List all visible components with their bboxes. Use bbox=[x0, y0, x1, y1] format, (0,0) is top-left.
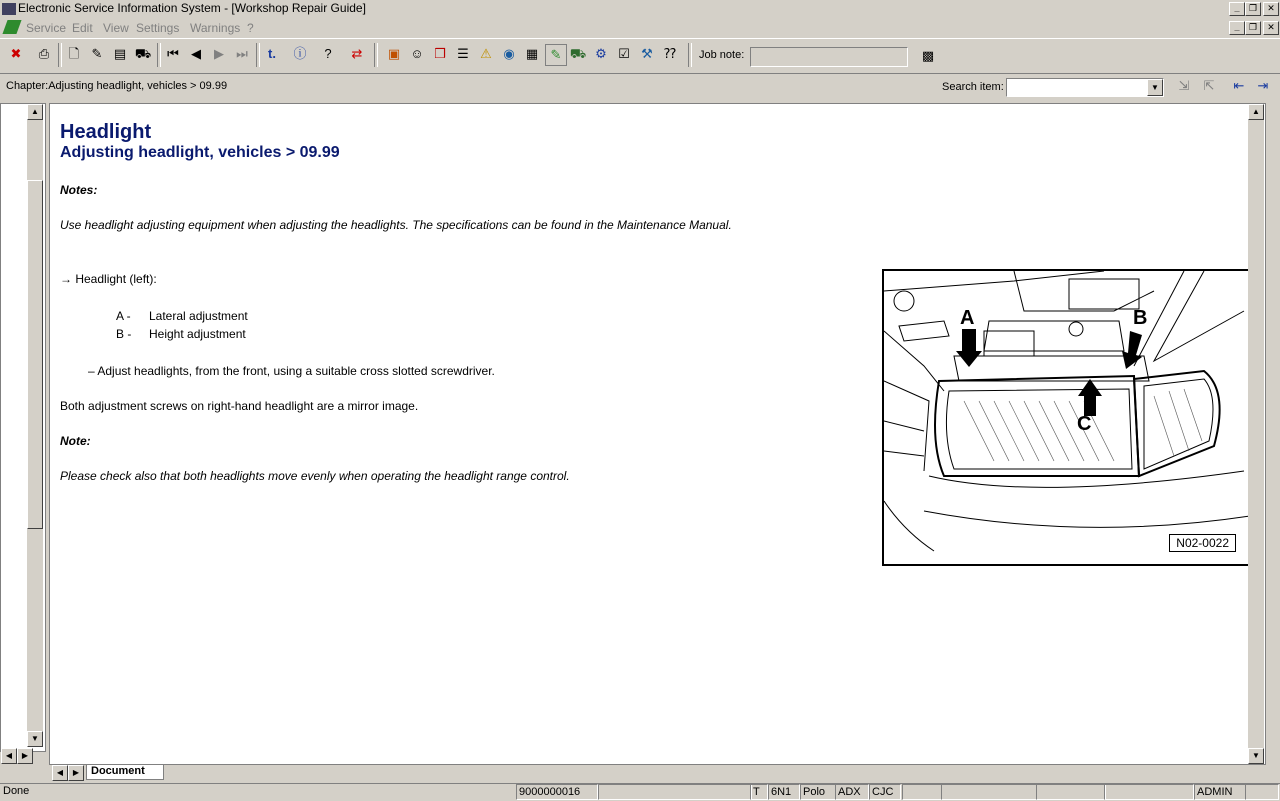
app-icon bbox=[2, 3, 16, 15]
toolbar-separator bbox=[688, 43, 692, 67]
item-a-text: Lateral adjustment bbox=[149, 309, 248, 323]
job-note-label: Job note: bbox=[699, 49, 745, 61]
search-combobox[interactable] bbox=[1006, 78, 1164, 97]
headlight-drawing bbox=[884, 271, 1250, 564]
tab-document[interactable]: Document bbox=[86, 765, 164, 780]
menu-help[interactable]: ? bbox=[247, 21, 254, 35]
nav-scrollbar[interactable] bbox=[27, 104, 43, 747]
page-title: Headlight bbox=[60, 121, 152, 143]
chevron-down-icon[interactable]: ▼ bbox=[1147, 79, 1163, 96]
scroll-down-icon[interactable]: ▼ bbox=[27, 731, 43, 747]
nav-scroll-left-icon[interactable]: ◀ bbox=[1, 748, 17, 764]
book-icon[interactable]: ❒ bbox=[434, 46, 446, 61]
status-text: Done bbox=[3, 785, 30, 797]
menu-bar bbox=[0, 18, 1280, 38]
note-text: Please check also that both headlights move evenly when operating the headlight range control. bbox=[60, 469, 570, 483]
figure-code: N02-0022 bbox=[1169, 534, 1236, 552]
service-active-icon[interactable]: ✎ bbox=[545, 44, 567, 66]
toolbar bbox=[0, 38, 1280, 74]
title-bar bbox=[0, 0, 1280, 18]
figure-label-a: A bbox=[960, 307, 975, 329]
info-icon[interactable]: ⓘ bbox=[293, 46, 307, 61]
previous-page-icon[interactable]: ◀ bbox=[191, 46, 201, 61]
headlight-left-link[interactable]: → Headlight (left): bbox=[60, 272, 157, 286]
help-icon[interactable]: ? bbox=[324, 46, 332, 61]
exit-icon[interactable]: ✖ bbox=[10, 46, 22, 61]
tab-scroll-right-icon[interactable]: ▶ bbox=[68, 765, 84, 781]
job-note-edit-icon[interactable]: ▩ bbox=[921, 48, 935, 63]
status-cell-type: T bbox=[750, 784, 768, 800]
step-text: – Adjust headlights, from the front, using a suitable cross slotted screwdriver. bbox=[88, 364, 495, 378]
doc-scroll-up-icon[interactable]: ▲ bbox=[1248, 104, 1264, 120]
item-b-text: Height adjustment bbox=[149, 327, 246, 341]
nav-scroll-right-icon[interactable]: ▶ bbox=[17, 748, 33, 764]
globe-icon[interactable]: ◉ bbox=[503, 46, 515, 61]
status-empty-cell bbox=[1245, 784, 1279, 800]
document-view bbox=[49, 103, 1266, 765]
status-empty-cell bbox=[1036, 784, 1106, 800]
status-user: ADMIN bbox=[1194, 784, 1246, 800]
page-subtitle: Adjusting headlight, vehicles > 09.99 bbox=[60, 144, 340, 161]
context-help-icon[interactable]: ⁇ bbox=[664, 46, 676, 61]
notes-heading: Notes: bbox=[60, 183, 98, 197]
checklist-icon[interactable]: ☑ bbox=[618, 46, 630, 61]
tools-icon[interactable]: ⚒ bbox=[641, 46, 653, 61]
status-empty-cell bbox=[1104, 784, 1194, 800]
menu-settings[interactable]: Settings bbox=[136, 21, 180, 35]
vehicle-icon[interactable]: ⛟ bbox=[134, 46, 152, 61]
mirror-note: Both adjustment screws on right-hand headlight are a mirror image. bbox=[60, 399, 419, 413]
module-icon[interactable]: ▣ bbox=[387, 46, 401, 61]
headlight-figure bbox=[882, 269, 1252, 566]
search-back-icon[interactable]: ⇱ bbox=[1203, 78, 1215, 93]
list-icon[interactable]: ☰ bbox=[457, 46, 469, 61]
notes-text: Use headlight adjusting equipment when adjusting the headlights. The specifications can be found in the Maintenance Manual. bbox=[60, 218, 732, 232]
job-note-field[interactable] bbox=[750, 47, 908, 67]
tab-bar bbox=[0, 764, 1280, 782]
toolbar-separator bbox=[374, 43, 378, 67]
last-page-icon[interactable]: ⏭ bbox=[236, 46, 248, 61]
toolbar-separator bbox=[58, 43, 62, 67]
status-cell-gearbox: CJC bbox=[869, 784, 901, 800]
minimize-button[interactable]: _ bbox=[1229, 2, 1245, 16]
tab-scroll-left-icon[interactable]: ◀ bbox=[52, 765, 68, 781]
doc-scroll-down-icon[interactable]: ▼ bbox=[1248, 748, 1264, 764]
menu-view[interactable]: View bbox=[103, 21, 129, 35]
window-title: Electronic Service Information System - [Workshop Repair Guide] bbox=[18, 1, 366, 15]
menu-service[interactable]: Service bbox=[26, 21, 67, 35]
toolbar-separator bbox=[157, 43, 161, 67]
document-scrollbar[interactable] bbox=[1248, 104, 1264, 764]
notes-icon[interactable]: ▤ bbox=[113, 46, 127, 61]
toolbar-separator bbox=[256, 43, 260, 67]
figure-label-c: C bbox=[1077, 413, 1092, 435]
menu-edit[interactable]: Edit bbox=[72, 21, 93, 35]
search-label: Search item: bbox=[942, 81, 1004, 93]
status-cell-engine: ADX bbox=[835, 784, 869, 800]
status-number: 9000000016 bbox=[516, 784, 598, 800]
jump-icon[interactable]: t. bbox=[268, 46, 276, 61]
next-page-icon[interactable]: ▶ bbox=[214, 46, 224, 61]
item-a-key: A - bbox=[116, 309, 131, 323]
status-cell-model: Polo bbox=[800, 784, 836, 800]
doc-minimize-button[interactable]: _ bbox=[1229, 21, 1245, 35]
search-forward-icon[interactable]: ⇲ bbox=[1178, 78, 1190, 93]
item-b-key: B - bbox=[116, 327, 132, 341]
chapter-breadcrumb: Chapter:Adjusting headlight, vehicles > 09.99 bbox=[6, 80, 228, 92]
new-document-icon[interactable]: 🗋 bbox=[68, 46, 80, 61]
menu-warnings[interactable]: Warnings bbox=[190, 21, 241, 35]
restore-button[interactable]: ❐ bbox=[1245, 2, 1261, 16]
print-icon[interactable]: ⎙ bbox=[38, 46, 50, 61]
status-empty-cell bbox=[941, 784, 1037, 800]
swap-icon[interactable]: ⇄ bbox=[351, 46, 363, 61]
scroll-thumb[interactable] bbox=[27, 180, 43, 529]
save-icon[interactable]: ▦ bbox=[525, 46, 539, 61]
edit-document-icon[interactable]: ✎ bbox=[91, 46, 103, 61]
diagnosis-icon[interactable]: ⚙ bbox=[595, 46, 607, 61]
car-icon[interactable]: ⛟ bbox=[569, 46, 587, 61]
person-icon[interactable]: ☺ bbox=[410, 46, 424, 61]
status-empty-cell bbox=[598, 784, 752, 800]
doc-restore-button[interactable]: ❐ bbox=[1245, 21, 1261, 35]
status-empty-cell bbox=[902, 784, 942, 800]
close-button[interactable]: ✕ bbox=[1263, 2, 1279, 16]
figure-label-b: B bbox=[1133, 307, 1148, 329]
doc-close-button[interactable]: ✕ bbox=[1263, 21, 1279, 35]
first-page-icon[interactable]: ⏮ bbox=[167, 46, 179, 61]
status-cell-model-code: 6N1 bbox=[768, 784, 800, 800]
scroll-up-icon[interactable]: ▲ bbox=[27, 104, 43, 120]
note-heading: Note: bbox=[60, 434, 91, 448]
collapse-pane-icon[interactable]: ⇤ bbox=[1233, 78, 1245, 93]
service-icon bbox=[2, 20, 21, 34]
expand-pane-icon[interactable]: ⇥ bbox=[1257, 78, 1269, 93]
warning-icon[interactable]: ⚠ bbox=[480, 46, 492, 61]
